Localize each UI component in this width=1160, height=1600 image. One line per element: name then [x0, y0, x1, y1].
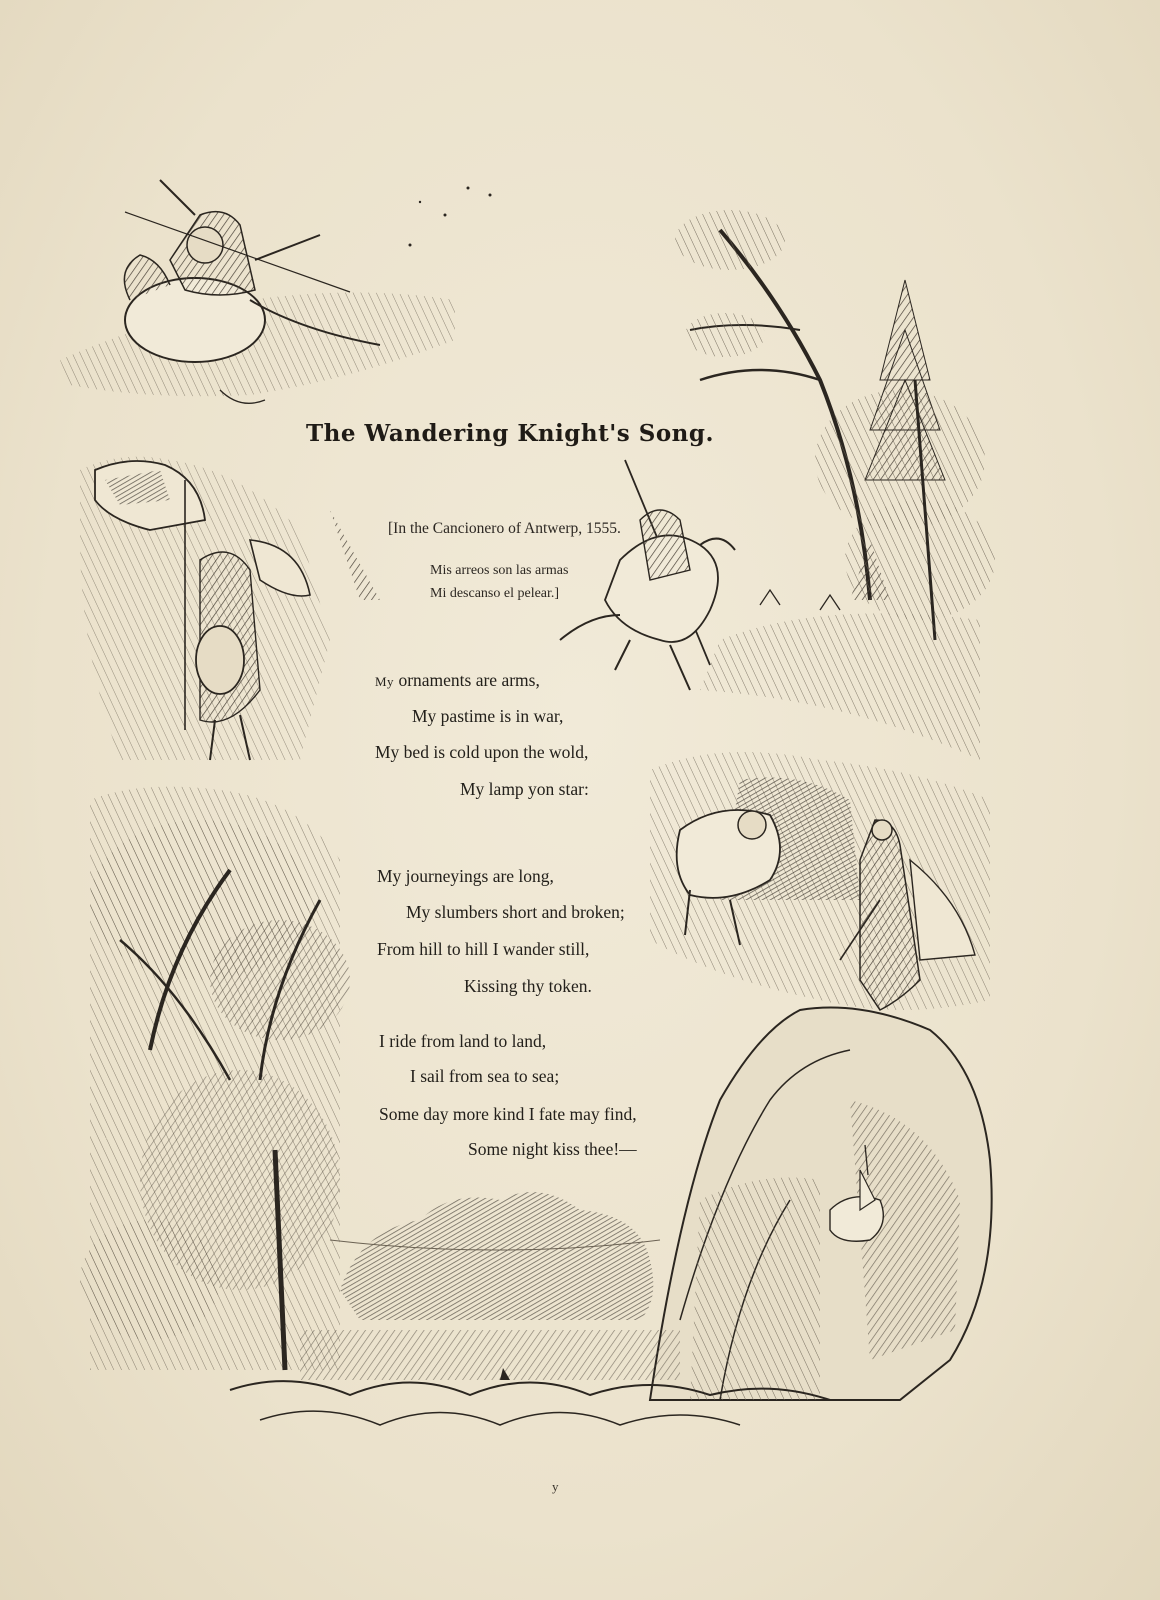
epigraph-line-1: Mis arreos son las armas [430, 563, 569, 578]
stanza-2-line-4: Kissing thy token. [464, 976, 592, 996]
stanza-2-line-3: From hill to hill I wander still, [377, 939, 590, 959]
epigraph-line-2: Mi descanso el pelear.] [430, 586, 560, 601]
knight-at-stream-icon [650, 752, 990, 1010]
stanza-3-line-2: I sail from sea to sea; [410, 1066, 560, 1086]
stanza-3-line-3: Some day more kind I fate may find, [379, 1104, 637, 1124]
rock-cliff-icon [650, 1008, 992, 1401]
source-note: [In the Cancionero of Antwerp, 1555. [388, 520, 621, 537]
stanza-3-line-4: Some night kiss thee!— [468, 1139, 637, 1159]
stanza-3-line-1: I ride from land to land, [379, 1031, 547, 1051]
stanza-1-line-3: My bed is cold upon the wold, [375, 742, 589, 762]
stanza-2-line-1: My journeyings are long, [377, 866, 554, 886]
stanza-1-line-1: My ornaments are arms, [375, 670, 540, 690]
poem-title: The Wandering Knight's Song. [306, 420, 714, 447]
resting-knight-icon [60, 180, 455, 403]
standing-knight-with-horse-icon [80, 457, 380, 760]
stanza-2-line-2: My slumbers short and broken; [406, 902, 625, 922]
stanza-1-line-2: My pastime is in war, [412, 706, 564, 726]
page-signature: y [552, 1479, 559, 1494]
trees-icon [675, 210, 995, 760]
forest-icon [80, 787, 350, 1370]
birds-icon [409, 187, 492, 247]
stanza-1-line-4: My lamp yon star: [460, 779, 589, 799]
